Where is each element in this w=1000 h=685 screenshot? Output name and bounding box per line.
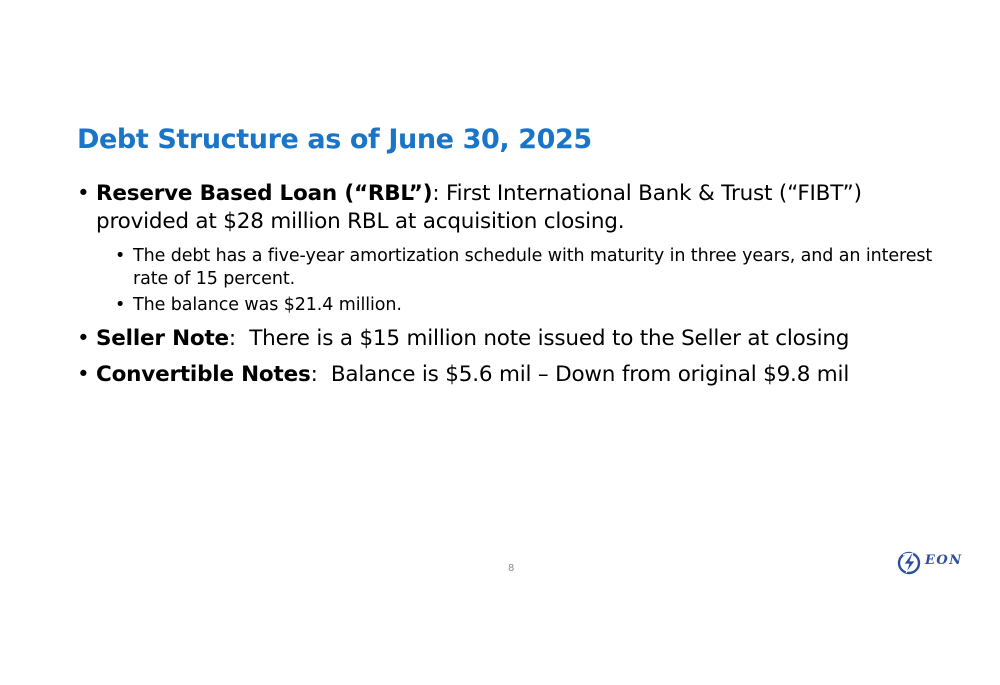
bullet-item-convertible-notes [77,361,937,389]
logo-wordmark: EON [925,553,963,568]
bullet-separator: : [432,181,440,206]
bullet-list [77,180,937,397]
bullet-item-seller-note [77,325,937,353]
eon-logo [895,548,970,576]
bullet-text: First International Bank & Trust (“FIBT”) provided at $28 million RBL at acquisition closing. [96,181,862,234]
bullet-dot: • [115,295,126,315]
bullet-dot: • [77,181,90,206]
slide-title: Debt Structure as of June 30, 2025 [77,124,592,155]
bullet-label: Convertible Notes [96,362,311,387]
sub-bullet-text: The balance was $21.4 million. [133,295,402,315]
bullet-text: There is a $15 million note issued to the Seller at closing [235,326,850,351]
bullet-dot: • [115,246,126,266]
bullet-label: Seller Note [96,326,229,351]
lightning-globe-icon [897,551,923,575]
bullet-label: Reserve Based Loan (“RBL”) [96,181,433,206]
sub-bullet-list [96,245,937,317]
bullet-dot: • [77,326,90,351]
sub-bullet-item [115,294,937,317]
bullet-item-rbl [77,180,937,317]
sub-bullet-text: The debt has a five-year amortization schedule with maturity in three years, and an interest rate of 15 percent. [133,246,933,289]
bullet-dot: • [77,362,90,387]
page-number: 8 [508,563,515,574]
sub-bullet-item [115,245,937,291]
bullet-text: Balance is $5.6 mil – Down from original $9.8 mil [317,362,850,387]
bullet-separator: : [228,326,236,351]
bullet-separator: : [310,362,318,387]
